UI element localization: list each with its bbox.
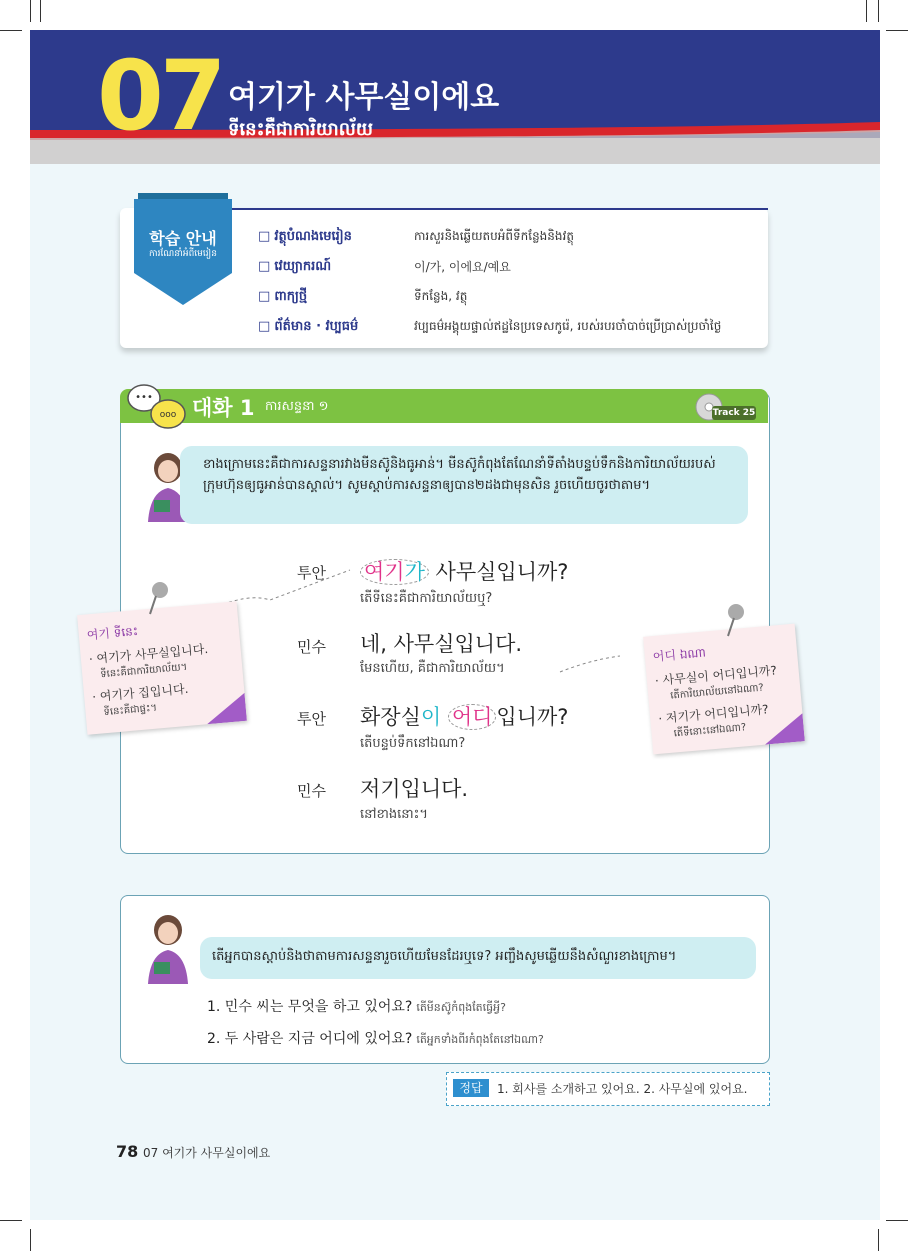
crop-mark bbox=[0, 30, 22, 31]
svg-text:ooo: ooo bbox=[159, 410, 177, 420]
guide-key: □ វេយ្យាករណ៍ bbox=[258, 258, 331, 277]
note-example: · 여기가 집입니다. bbox=[91, 681, 189, 705]
note-fold bbox=[763, 713, 805, 744]
note-example-km: ទីនេះគឺជាផ្ទះ។ bbox=[103, 702, 158, 719]
dialogue-word: 화장실 bbox=[360, 705, 421, 729]
dialogue-line-km: នៅខាងនោះ។ bbox=[360, 807, 428, 822]
crop-mark bbox=[30, 0, 31, 22]
dialogue-line-km: មែនហើយ, គឺជាការិយាល័យ។ bbox=[360, 661, 505, 676]
guide-value: ទីកន្លែង, វត្ថុ bbox=[414, 289, 468, 303]
particle: 이 bbox=[420, 705, 442, 729]
speaker-name: 투안 bbox=[297, 710, 326, 728]
speaker-name: 민수 bbox=[297, 638, 326, 656]
question-ko: 1. 민수 씨는 무엇을 하고 있어요? bbox=[207, 999, 413, 1015]
guide-value: 이/가, 이에요/예요 bbox=[414, 260, 511, 274]
chapter-subtitle: ទីនេះគឺជាការិយាល័យ bbox=[228, 119, 374, 140]
note-example-km: ទីនេះគឺជាការិយាល័យ។ bbox=[99, 661, 188, 681]
sticky-note-left bbox=[77, 601, 247, 734]
dialogue-line-km: តើទីនេះគឺជាការិយាល័យឬ? bbox=[360, 591, 493, 606]
crop-mark bbox=[0, 1220, 22, 1221]
speaker-name: 민수 bbox=[297, 782, 326, 800]
note-fold bbox=[205, 693, 247, 724]
guide-value: វប្បធម៌អង្គុយផ្ទាល់ឥដ្ឋនៃប្រទេសកូរ៉េ, របស់របរចាំបាច់ប្រើប្រាស់ប្រចាំថ្ងៃ bbox=[414, 319, 722, 333]
answer-text: 1. 회사를 소개하고 있어요. 2. 사무실에 있어요. bbox=[497, 1082, 748, 1096]
note-example: · 사무실이 어디입니까? bbox=[654, 663, 778, 688]
pushpin-icon bbox=[142, 580, 172, 616]
question-item bbox=[207, 996, 506, 1017]
answer-tag: 정답 bbox=[453, 1079, 489, 1097]
track-badge[interactable]: Track 25 bbox=[712, 408, 756, 418]
particle: 가 bbox=[404, 560, 425, 584]
speech-bubbles-icon bbox=[126, 380, 196, 436]
question-ko: 2. 두 사람은 지금 어디에 있어요? bbox=[207, 1031, 413, 1047]
crop-mark bbox=[878, 1229, 879, 1251]
speaker-name: 투안 bbox=[297, 564, 326, 582]
guide-value: ការសួរនិងឆ្លើយតបអំពីទីកន្លែងនិងវត្ថុ bbox=[414, 229, 574, 243]
dialogue-line-rest: 입니까? bbox=[496, 705, 569, 729]
crop-mark bbox=[30, 1229, 31, 1251]
crop-mark bbox=[886, 30, 908, 31]
sticky-note-right bbox=[643, 624, 805, 755]
svg-text:•••: ••• bbox=[135, 392, 153, 403]
crop-mark bbox=[886, 1220, 908, 1221]
question-item bbox=[207, 1028, 544, 1049]
dialogue-title-km: ការសន្ទនា ១ bbox=[265, 399, 329, 414]
intro-text: ខាងក្រោមនេះគឺជាការសន្ទនារវាងមីនស៊ូនិងធូអាន់។ មីនស៊ូកំពុងតែណែនាំទីតាំងបន្ទប់ទឹកនិងការិយាល័យរបស់ក្រុមហ៊ុនឲ្យធូអាន់បានស្គាល់។ សូមស្ដាប់ការសន្ទនាឲ្យបាន២ដងជាមុនសិន រួចហើយចូរថាតាម។ bbox=[203, 457, 716, 493]
keyword-where: 어디 bbox=[448, 704, 497, 730]
question-km: តើមីនស៊ូកំពុងតែធ្វើអ្វី? bbox=[416, 1001, 506, 1014]
dialogue-line-ko: 네, 사무실입니다. bbox=[360, 632, 523, 656]
dialogue-line-ko: 저기입니다. bbox=[360, 777, 469, 801]
note-example-km: តើការិយាល័យនៅឯណា? bbox=[669, 682, 765, 702]
dialogue-title: 대화 1 bbox=[192, 396, 255, 420]
guide-key: □ វត្ថុបំណងមេរៀន bbox=[258, 228, 352, 247]
chapter-number: 07 bbox=[97, 40, 223, 152]
guide-label: 학습 안내 bbox=[149, 229, 217, 248]
guide-divider bbox=[232, 208, 768, 210]
dialogue-line-km: តើបន្ទប់ទឹកនៅឯណា? bbox=[360, 736, 466, 751]
dialogue-line-ko bbox=[360, 701, 568, 731]
crop-mark bbox=[878, 0, 879, 22]
note-example: · 저기가 어디입니까? bbox=[657, 702, 770, 726]
space bbox=[441, 705, 448, 729]
footer-chapter: 07 여기가 사무실이에요 bbox=[143, 1146, 271, 1160]
keyword-here: 여기 bbox=[364, 560, 405, 584]
crop-mark bbox=[866, 0, 867, 22]
note-title: 여기 ទីនេះ bbox=[86, 623, 139, 643]
guide-key: □ ព័ត៌មាន · វប្បធម៌ bbox=[258, 318, 358, 337]
page-number: 78 bbox=[116, 1142, 139, 1161]
note-example: · 여기가 사무실입니다. bbox=[88, 641, 209, 667]
note-title: 어디 ឯណា bbox=[652, 645, 707, 665]
chapter-title: 여기가 사무실이에요 bbox=[228, 80, 500, 115]
teacher-avatar bbox=[140, 910, 196, 984]
pushpin-icon bbox=[720, 602, 750, 638]
question-km: តើអ្នកទាំងពីរកំពុងតែនៅឯណា? bbox=[416, 1033, 544, 1046]
dialogue-line-rest: 사무실입니까? bbox=[428, 560, 569, 584]
question-prompt: តើអ្នកបានស្ដាប់និងថាតាមការសន្ទនារួចហើយមែនដែរឬទេ? អញ្ចឹងសូមឆ្លើយនឹងសំណួរខាងក្រោម។ bbox=[212, 949, 677, 964]
crop-mark bbox=[40, 0, 41, 22]
guide-key: □ ពាក្យថ្មី bbox=[258, 288, 307, 307]
note-example-km: តើទីនោះនៅឯណា? bbox=[673, 722, 747, 740]
guide-label-km: ការណែនាំអំពីមេរៀន bbox=[149, 249, 217, 259]
